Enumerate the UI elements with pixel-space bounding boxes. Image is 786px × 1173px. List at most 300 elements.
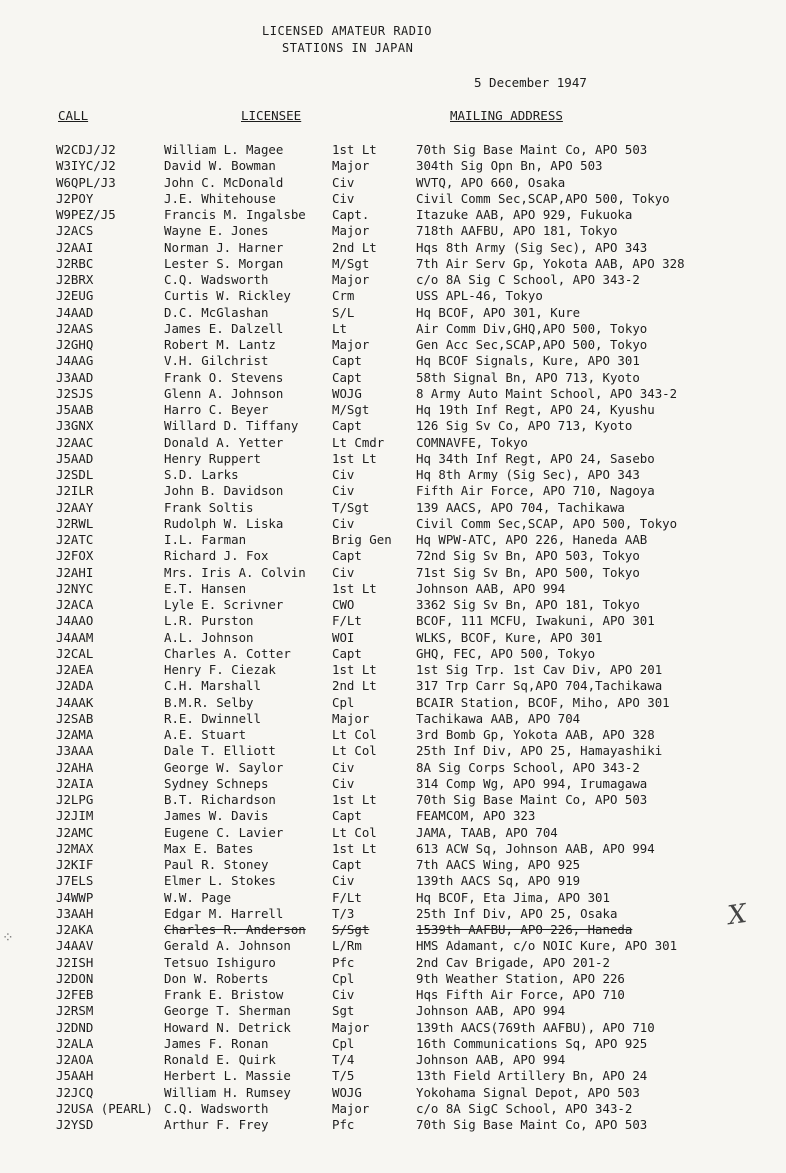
licensee-name: Richard J. Fox bbox=[164, 548, 269, 564]
licensee-rank: S/Sgt bbox=[332, 922, 370, 937]
licensee-name: James F. Ronan bbox=[164, 1035, 269, 1051]
licensee-rank: Lt bbox=[332, 320, 347, 336]
call-sign: J2RSM bbox=[56, 1003, 94, 1019]
licensee-name: Willard D. Tiffany bbox=[164, 418, 299, 434]
call-sign: J5AAB bbox=[56, 402, 94, 417]
licensee-rank: T/3 bbox=[332, 905, 355, 921]
document-title-line-1: LICENSED AMATEUR RADIO bbox=[262, 24, 432, 38]
licensee-name: James E. Dalzell bbox=[164, 320, 284, 336]
licensee-name: Max E. Bates bbox=[164, 840, 254, 856]
licensee-rank: L/Rm bbox=[332, 938, 362, 954]
call-sign: J2DND bbox=[56, 1019, 94, 1035]
mailing-address: 8 Army Auto Maint School, APO 343-2 bbox=[416, 385, 678, 401]
call-sign: J2KIF bbox=[56, 857, 94, 872]
mailing-address: Itazuke AAB, APO 929, Fukuoka bbox=[416, 207, 633, 222]
mailing-address: Hq 8th Army (Sig Sec), APO 343 bbox=[416, 467, 640, 482]
table-row bbox=[0, 987, 786, 1003]
call-sign: J2AHA bbox=[56, 759, 94, 775]
mailing-address: 25th Inf Div, APO 25, Osaka bbox=[416, 905, 618, 921]
licensee-name: John C. McDonald bbox=[164, 174, 284, 190]
table-row bbox=[0, 565, 786, 581]
licensee-name: Henry F. Ciezak bbox=[164, 662, 276, 677]
mailing-address: 314 Comp Wg, APO 994, Irumagawa bbox=[416, 775, 648, 791]
licensee-rank: Civ bbox=[332, 775, 355, 791]
call-sign: J2DON bbox=[56, 970, 94, 986]
mailing-address: BCOF, 111 MCFU, Iwakuni, APO 301 bbox=[416, 613, 655, 629]
table-row bbox=[0, 906, 786, 922]
call-sign: J4AAK bbox=[56, 694, 94, 710]
table-row bbox=[0, 776, 786, 792]
licensee-name: Curtis W. Rickley bbox=[164, 288, 291, 304]
table-row bbox=[0, 1036, 786, 1052]
licensee-rank: 1st Lt bbox=[332, 580, 377, 596]
table-row bbox=[0, 207, 786, 223]
table-row bbox=[0, 1085, 786, 1101]
table-row bbox=[0, 337, 786, 353]
call-sign: J4AAV bbox=[56, 938, 94, 954]
table-row bbox=[0, 760, 786, 776]
licensee-rank: S/L bbox=[332, 304, 355, 320]
column-header-address: MAILING ADDRESS bbox=[450, 108, 563, 123]
mailing-address: 2nd Cav Brigade, APO 201-2 bbox=[416, 954, 610, 970]
mailing-address: Civil Comm Sec,SCAP,APO 500, Tokyo bbox=[416, 190, 670, 206]
licensee-name: William L. Magee bbox=[164, 142, 284, 157]
call-sign: J2ACA bbox=[56, 597, 94, 612]
call-sign: J4AAO bbox=[56, 613, 94, 629]
mailing-address: 7th Air Serv Gp, Yokota AAB, APO 328 bbox=[416, 255, 685, 271]
table-row bbox=[0, 890, 786, 906]
licensee-name: D.C. McGlashan bbox=[164, 304, 269, 320]
licensee-name: Dale T. Elliott bbox=[164, 743, 276, 759]
mailing-address: 139th AACS(769th AAFBU), APO 710 bbox=[416, 1019, 655, 1035]
call-sign: J2AEA bbox=[56, 662, 94, 677]
table-row bbox=[0, 516, 786, 532]
station-list bbox=[0, 142, 786, 1133]
licensee-name: L.R. Purston bbox=[164, 613, 254, 629]
licensee-name: Lyle E. Scrivner bbox=[164, 597, 284, 612]
licensee-rank: Major bbox=[332, 1019, 370, 1035]
call-sign: J2ATC bbox=[56, 532, 94, 547]
licensee-rank: CWO bbox=[332, 597, 355, 612]
licensee-rank: Civ bbox=[332, 190, 355, 206]
call-sign: J3AAH bbox=[56, 905, 94, 921]
licensee-rank: Civ bbox=[332, 759, 355, 775]
licensee-name: George T. Sherman bbox=[164, 1003, 291, 1019]
call-sign: J3AAA bbox=[56, 743, 94, 759]
licensee-rank: Civ bbox=[332, 873, 355, 889]
table-row bbox=[0, 971, 786, 987]
licensee-name: Wayne E. Jones bbox=[164, 223, 269, 239]
licensee-name: Robert M. Lantz bbox=[164, 337, 276, 352]
licensee-rank: Major bbox=[332, 337, 370, 352]
margin-smudge-icon: ⁘ bbox=[2, 930, 14, 946]
licensee-name: Charles A. Cotter bbox=[164, 645, 291, 661]
licensee-rank: Civ bbox=[332, 174, 355, 190]
call-sign: J2AHI bbox=[56, 564, 94, 580]
licensee-name: Tetsuo Ishiguro bbox=[164, 954, 276, 970]
table-row bbox=[0, 175, 786, 191]
table-row bbox=[0, 1052, 786, 1068]
call-sign: J2LPG bbox=[56, 792, 94, 807]
licensee-rank: WOI bbox=[332, 629, 355, 645]
licensee-name: Lester S. Morgan bbox=[164, 255, 284, 271]
call-sign: J2AMC bbox=[56, 824, 94, 840]
table-row bbox=[0, 451, 786, 467]
table-row bbox=[0, 1068, 786, 1084]
licensee-name: Donald A. Yetter bbox=[164, 434, 284, 450]
licensee-rank: Civ bbox=[332, 987, 355, 1002]
licensee-name: C.Q. Wadsworth bbox=[164, 272, 269, 287]
call-sign: J2BRX bbox=[56, 272, 94, 287]
table-row bbox=[0, 548, 786, 564]
call-sign: J2FOX bbox=[56, 548, 94, 564]
licensee-name: R.E. Dwinnell bbox=[164, 710, 261, 726]
table-row bbox=[0, 483, 786, 499]
handwritten-mark-icon: X bbox=[726, 898, 749, 932]
mailing-address: Gen Acc Sec,SCAP,APO 500, Tokyo bbox=[416, 337, 648, 352]
call-sign: J2ILR bbox=[56, 483, 94, 499]
licensee-rank: Capt. bbox=[332, 207, 370, 222]
licensee-rank: 1st Lt bbox=[332, 792, 377, 807]
mailing-address: 1st Sig Trp. 1st Cav Div, APO 201 bbox=[416, 662, 663, 677]
mailing-address: 718th AAFBU, APO 181, Tokyo bbox=[416, 223, 618, 239]
licensee-name: Frank E. Bristow bbox=[164, 987, 284, 1002]
licensee-rank: 1st Lt bbox=[332, 840, 377, 856]
licensee-name: Norman J. Harner bbox=[164, 239, 284, 255]
licensee-rank: T/4 bbox=[332, 1052, 355, 1067]
mailing-address: COMNAVFE, Tokyo bbox=[416, 434, 528, 450]
call-sign: J5AAD bbox=[56, 450, 94, 466]
mailing-address: Hqs Fifth Air Force, APO 710 bbox=[416, 987, 625, 1002]
call-sign: J2GHQ bbox=[56, 337, 94, 352]
licensee-rank: Capt bbox=[332, 808, 362, 824]
table-row bbox=[0, 938, 786, 954]
licensee-rank: 1st Lt bbox=[332, 662, 377, 677]
call-sign: J2JIM bbox=[56, 808, 94, 824]
mailing-address: 1539th AAFBU, APO 226, Haneda bbox=[416, 922, 633, 937]
licensee-name: Francis M. Ingalsbe bbox=[164, 207, 306, 222]
mailing-address: 139 AACS, APO 704, Tachikawa bbox=[416, 499, 625, 515]
licensee-rank: Major bbox=[332, 272, 370, 287]
licensee-name: Herbert L. Massie bbox=[164, 1068, 291, 1084]
table-row bbox=[0, 256, 786, 272]
table-row bbox=[0, 597, 786, 613]
licensee-name: V.H. Gilchrist bbox=[164, 353, 269, 369]
mailing-address: 317 Trp Carr Sq,APO 704,Tachikawa bbox=[416, 678, 663, 694]
licensee-rank: WOJG bbox=[332, 1084, 362, 1100]
licensee-rank: T/Sgt bbox=[332, 499, 370, 515]
licensee-name: Harro C. Beyer bbox=[164, 402, 269, 417]
mailing-address: Hq 19th Inf Regt, APO 24, Kyushu bbox=[416, 402, 655, 417]
mailing-address: 139th AACS Sq, APO 919 bbox=[416, 873, 581, 889]
table-row bbox=[0, 321, 786, 337]
licensee-rank: Capt bbox=[332, 857, 362, 872]
mailing-address: 9th Weather Station, APO 226 bbox=[416, 970, 625, 986]
table-row bbox=[0, 808, 786, 824]
mailing-address: WLKS, BCOF, Kure, APO 301 bbox=[416, 629, 603, 645]
licensee-rank: Pfc bbox=[332, 1117, 355, 1132]
licensee-rank: Capt bbox=[332, 353, 362, 369]
licensee-name: Howard N. Detrick bbox=[164, 1019, 291, 1035]
licensee-rank: Pfc bbox=[332, 954, 355, 970]
call-sign: J2ACS bbox=[56, 223, 94, 239]
mailing-address: Civil Comm Sec,SCAP, APO 500, Tokyo bbox=[416, 515, 678, 531]
mailing-address: 70th Sig Base Maint Co, APO 503 bbox=[416, 1117, 648, 1132]
call-sign: W3IYC/J2 bbox=[56, 158, 116, 174]
licensee-name: Sydney Schneps bbox=[164, 775, 269, 791]
call-sign: J3AAD bbox=[56, 369, 94, 385]
table-row bbox=[0, 922, 786, 938]
table-row bbox=[0, 695, 786, 711]
table-row bbox=[0, 613, 786, 629]
call-sign: J3GNX bbox=[56, 418, 94, 434]
column-header-call: CALL bbox=[58, 108, 89, 123]
call-sign: J2AAY bbox=[56, 499, 94, 515]
licensee-name: Ronald E. Quirk bbox=[164, 1052, 276, 1067]
licensee-rank: M/Sgt bbox=[332, 255, 370, 271]
licensee-rank: F/Lt bbox=[332, 613, 362, 629]
mailing-address: Johnson AAB, APO 994 bbox=[416, 1052, 566, 1067]
licensee-name: Frank Soltis bbox=[164, 499, 254, 515]
table-row bbox=[0, 386, 786, 402]
table-row bbox=[0, 500, 786, 516]
licensee-rank: 2nd Lt bbox=[332, 678, 377, 694]
call-sign: J2POY bbox=[56, 190, 94, 206]
mailing-address: Air Comm Div,GHQ,APO 500, Tokyo bbox=[416, 320, 648, 336]
call-sign: J4WWP bbox=[56, 889, 94, 905]
mailing-address: WVTQ, APO 660, Osaka bbox=[416, 174, 566, 190]
mailing-address: Hq BCOF Signals, Kure, APO 301 bbox=[416, 353, 640, 369]
call-sign: J2AAS bbox=[56, 320, 94, 336]
mailing-address: BCAIR Station, BCOF, Miho, APO 301 bbox=[416, 694, 670, 710]
call-sign: J4AAG bbox=[56, 353, 94, 369]
licensee-rank: Civ bbox=[332, 564, 355, 580]
call-sign: J4AAM bbox=[56, 629, 94, 645]
mailing-address: 70th Sig Base Maint Co, APO 503 bbox=[416, 142, 648, 157]
licensee-name: A.E. Stuart bbox=[164, 727, 247, 742]
licensee-name: Glenn A. Johnson bbox=[164, 385, 284, 401]
licensee-name: B.M.R. Selby bbox=[164, 694, 254, 710]
licensee-name: Don W. Roberts bbox=[164, 970, 269, 986]
licensee-rank: Capt bbox=[332, 645, 362, 661]
table-row bbox=[0, 678, 786, 694]
table-row bbox=[0, 841, 786, 857]
table-row bbox=[0, 727, 786, 743]
column-header-licensee: LICENSEE bbox=[241, 108, 302, 123]
licensee-name: W.W. Page bbox=[164, 889, 232, 905]
table-row bbox=[0, 792, 786, 808]
document-title-line-2: STATIONS IN JAPAN bbox=[282, 41, 414, 55]
table-row bbox=[0, 305, 786, 321]
call-sign: J7ELS bbox=[56, 873, 94, 889]
call-sign: J2RWL bbox=[56, 515, 94, 531]
licensee-name: David W. Bowman bbox=[164, 158, 276, 174]
licensee-rank: Lt Col bbox=[332, 824, 377, 840]
table-row bbox=[0, 158, 786, 174]
call-sign: J2YSD bbox=[56, 1117, 94, 1132]
licensee-rank: Capt bbox=[332, 369, 362, 385]
table-row bbox=[0, 581, 786, 597]
licensee-name: Rudolph W. Liska bbox=[164, 515, 284, 531]
licensee-name: Gerald A. Johnson bbox=[164, 938, 291, 954]
table-row bbox=[0, 825, 786, 841]
mailing-address: Yokohama Signal Depot, APO 503 bbox=[416, 1084, 640, 1100]
licensee-name: Mrs. Iris A. Colvin bbox=[164, 564, 306, 580]
call-sign: J2MAX bbox=[56, 840, 94, 856]
licensee-rank: Capt bbox=[332, 418, 362, 434]
mailing-address: FEAMCOM, APO 323 bbox=[416, 808, 536, 824]
licensee-name: J.E. Whitehouse bbox=[164, 190, 276, 206]
table-row bbox=[0, 532, 786, 548]
call-sign: J2SAB bbox=[56, 710, 94, 726]
licensee-rank: Lt Col bbox=[332, 743, 377, 759]
licensee-rank: 1st Lt bbox=[332, 142, 377, 157]
licensee-name: I.L. Farman bbox=[164, 532, 247, 547]
mailing-address: 304th Sig Opn Bn, APO 503 bbox=[416, 158, 603, 174]
licensee-name: James W. Davis bbox=[164, 808, 269, 824]
table-row bbox=[0, 418, 786, 434]
licensee-rank: Crm bbox=[332, 288, 355, 304]
table-row bbox=[0, 142, 786, 158]
call-sign: J2EUG bbox=[56, 288, 94, 304]
table-row bbox=[0, 435, 786, 451]
call-sign: J2JCQ bbox=[56, 1084, 94, 1100]
licensee-name: William H. Rumsey bbox=[164, 1084, 291, 1100]
licensee-name: Edgar M. Harrell bbox=[164, 905, 284, 921]
licensee-rank: Sgt bbox=[332, 1003, 355, 1019]
licensee-name: B.T. Richardson bbox=[164, 792, 276, 807]
licensee-rank: Major bbox=[332, 1100, 370, 1116]
licensee-name: S.D. Larks bbox=[164, 467, 239, 482]
mailing-address: 58th Signal Bn, APO 713, Kyoto bbox=[416, 369, 640, 385]
mailing-address: 16th Communications Sq, APO 925 bbox=[416, 1035, 648, 1051]
call-sign: W2CDJ/J2 bbox=[56, 142, 116, 157]
licensee-rank: M/Sgt bbox=[332, 402, 370, 417]
licensee-rank: Civ bbox=[332, 515, 355, 531]
call-sign: J2CAL bbox=[56, 645, 94, 661]
call-sign: W6QPL/J3 bbox=[56, 174, 116, 190]
licensee-name: Elmer L. Stokes bbox=[164, 873, 276, 889]
table-row bbox=[0, 743, 786, 759]
licensee-name: Arthur F. Frey bbox=[164, 1117, 269, 1132]
call-sign: J2ADA bbox=[56, 678, 94, 694]
licensee-rank: Civ bbox=[332, 483, 355, 499]
call-sign: J2FEB bbox=[56, 987, 94, 1002]
licensee-name: Frank O. Stevens bbox=[164, 369, 284, 385]
mailing-address: 13th Field Artillery Bn, APO 24 bbox=[416, 1068, 648, 1084]
document-date: 5 December 1947 bbox=[474, 75, 587, 90]
table-row bbox=[0, 1101, 786, 1117]
licensee-rank: Major bbox=[332, 223, 370, 239]
mailing-address: c/o 8A SigC School, APO 343-2 bbox=[416, 1100, 633, 1116]
licensee-name: Eugene C. Lavier bbox=[164, 824, 284, 840]
mailing-address: 3362 Sig Sv Bn, APO 181, Tokyo bbox=[416, 597, 640, 612]
licensee-rank: Cpl bbox=[332, 970, 355, 986]
call-sign: J2AAC bbox=[56, 434, 94, 450]
licensee-name: Paul R. Stoney bbox=[164, 857, 269, 872]
table-row bbox=[0, 711, 786, 727]
table-row bbox=[0, 646, 786, 662]
licensee-rank: Cpl bbox=[332, 1035, 355, 1051]
call-sign: J2ISH bbox=[56, 954, 94, 970]
licensee-name: C.Q. Wadsworth bbox=[164, 1100, 269, 1116]
call-sign: J2ALA bbox=[56, 1035, 94, 1051]
mailing-address: 3rd Bomb Gp, Yokota AAB, APO 328 bbox=[416, 727, 655, 742]
mailing-address: Hq BCOF, Eta Jima, APO 301 bbox=[416, 889, 610, 905]
table-row bbox=[0, 402, 786, 418]
call-sign: J2SJS bbox=[56, 385, 94, 401]
call-sign: J2AIA bbox=[56, 775, 94, 791]
licensee-name: C.H. Marshall bbox=[164, 678, 261, 694]
licensee-rank: Lt Cmdr bbox=[332, 434, 385, 450]
licensee-rank: F/Lt bbox=[332, 889, 362, 905]
mailing-address: 7th AACS Wing, APO 925 bbox=[416, 857, 581, 872]
table-row bbox=[0, 873, 786, 889]
licensee-rank: 1st Lt bbox=[332, 450, 377, 466]
licensee-name: Henry Ruppert bbox=[164, 450, 261, 466]
mailing-address: Hqs 8th Army (Sig Sec), APO 343 bbox=[416, 239, 648, 255]
call-sign: J2AKA bbox=[56, 922, 94, 937]
table-row bbox=[0, 353, 786, 369]
licensee-rank: Civ bbox=[332, 467, 355, 482]
call-sign: J2RBC bbox=[56, 255, 94, 271]
call-sign: W9PEZ/J5 bbox=[56, 207, 116, 222]
licensee-rank: WOJG bbox=[332, 385, 362, 401]
mailing-address: 71st Sig Sv Bn, APO 500, Tokyo bbox=[416, 564, 640, 580]
call-sign: J2AOA bbox=[56, 1052, 94, 1067]
mailing-address: Hq BCOF, APO 301, Kure bbox=[416, 304, 581, 320]
licensee-rank: Lt Col bbox=[332, 727, 377, 742]
licensee-name: George W. Saylor bbox=[164, 759, 284, 775]
licensee-rank: Capt bbox=[332, 548, 362, 564]
mailing-address: 613 ACW Sq, Johnson AAB, APO 994 bbox=[416, 840, 655, 856]
mailing-address: c/o 8A Sig C School, APO 343-2 bbox=[416, 272, 640, 287]
call-sign: J2AMA bbox=[56, 727, 94, 742]
table-row bbox=[0, 1020, 786, 1036]
licensee-rank: Cpl bbox=[332, 694, 355, 710]
licensee-rank: Major bbox=[332, 710, 370, 726]
licensee-name: A.L. Johnson bbox=[164, 629, 254, 645]
table-row bbox=[0, 630, 786, 646]
table-row bbox=[0, 240, 786, 256]
mailing-address: Tachikawa AAB, APO 704 bbox=[416, 710, 581, 726]
mailing-address: Fifth Air Force, APO 710, Nagoya bbox=[416, 483, 655, 499]
mailing-address: GHQ, FEC, APO 500, Tokyo bbox=[416, 645, 596, 661]
call-sign: J5AAH bbox=[56, 1068, 94, 1084]
mailing-address: Johnson AAB, APO 994 bbox=[416, 580, 566, 596]
mailing-address: 72nd Sig Sv Bn, APO 503, Tokyo bbox=[416, 548, 640, 564]
licensee-name: E.T. Hansen bbox=[164, 580, 247, 596]
table-row bbox=[0, 223, 786, 239]
licensee-rank: 2nd Lt bbox=[332, 239, 377, 255]
table-row bbox=[0, 857, 786, 873]
licensee-name: John B. Davidson bbox=[164, 483, 284, 499]
mailing-address: Hq 34th Inf Regt, APO 24, Sasebo bbox=[416, 450, 655, 466]
call-sign: J2AAI bbox=[56, 239, 94, 255]
mailing-address: 70th Sig Base Maint Co, APO 503 bbox=[416, 792, 648, 807]
call-sign: J2NYC bbox=[56, 580, 94, 596]
table-row bbox=[0, 662, 786, 678]
table-row bbox=[0, 272, 786, 288]
licensee-name: Charles R. Anderson bbox=[164, 922, 306, 937]
table-row bbox=[0, 467, 786, 483]
mailing-address: USS APL-46, Tokyo bbox=[416, 288, 543, 304]
call-sign: J2SDL bbox=[56, 467, 94, 482]
call-sign: J2USA (PEARL) bbox=[56, 1100, 153, 1116]
mailing-address: JAMA, TAAB, APO 704 bbox=[416, 824, 558, 840]
call-sign: J4AAD bbox=[56, 304, 94, 320]
mailing-address: Johnson AAB, APO 994 bbox=[416, 1003, 566, 1019]
